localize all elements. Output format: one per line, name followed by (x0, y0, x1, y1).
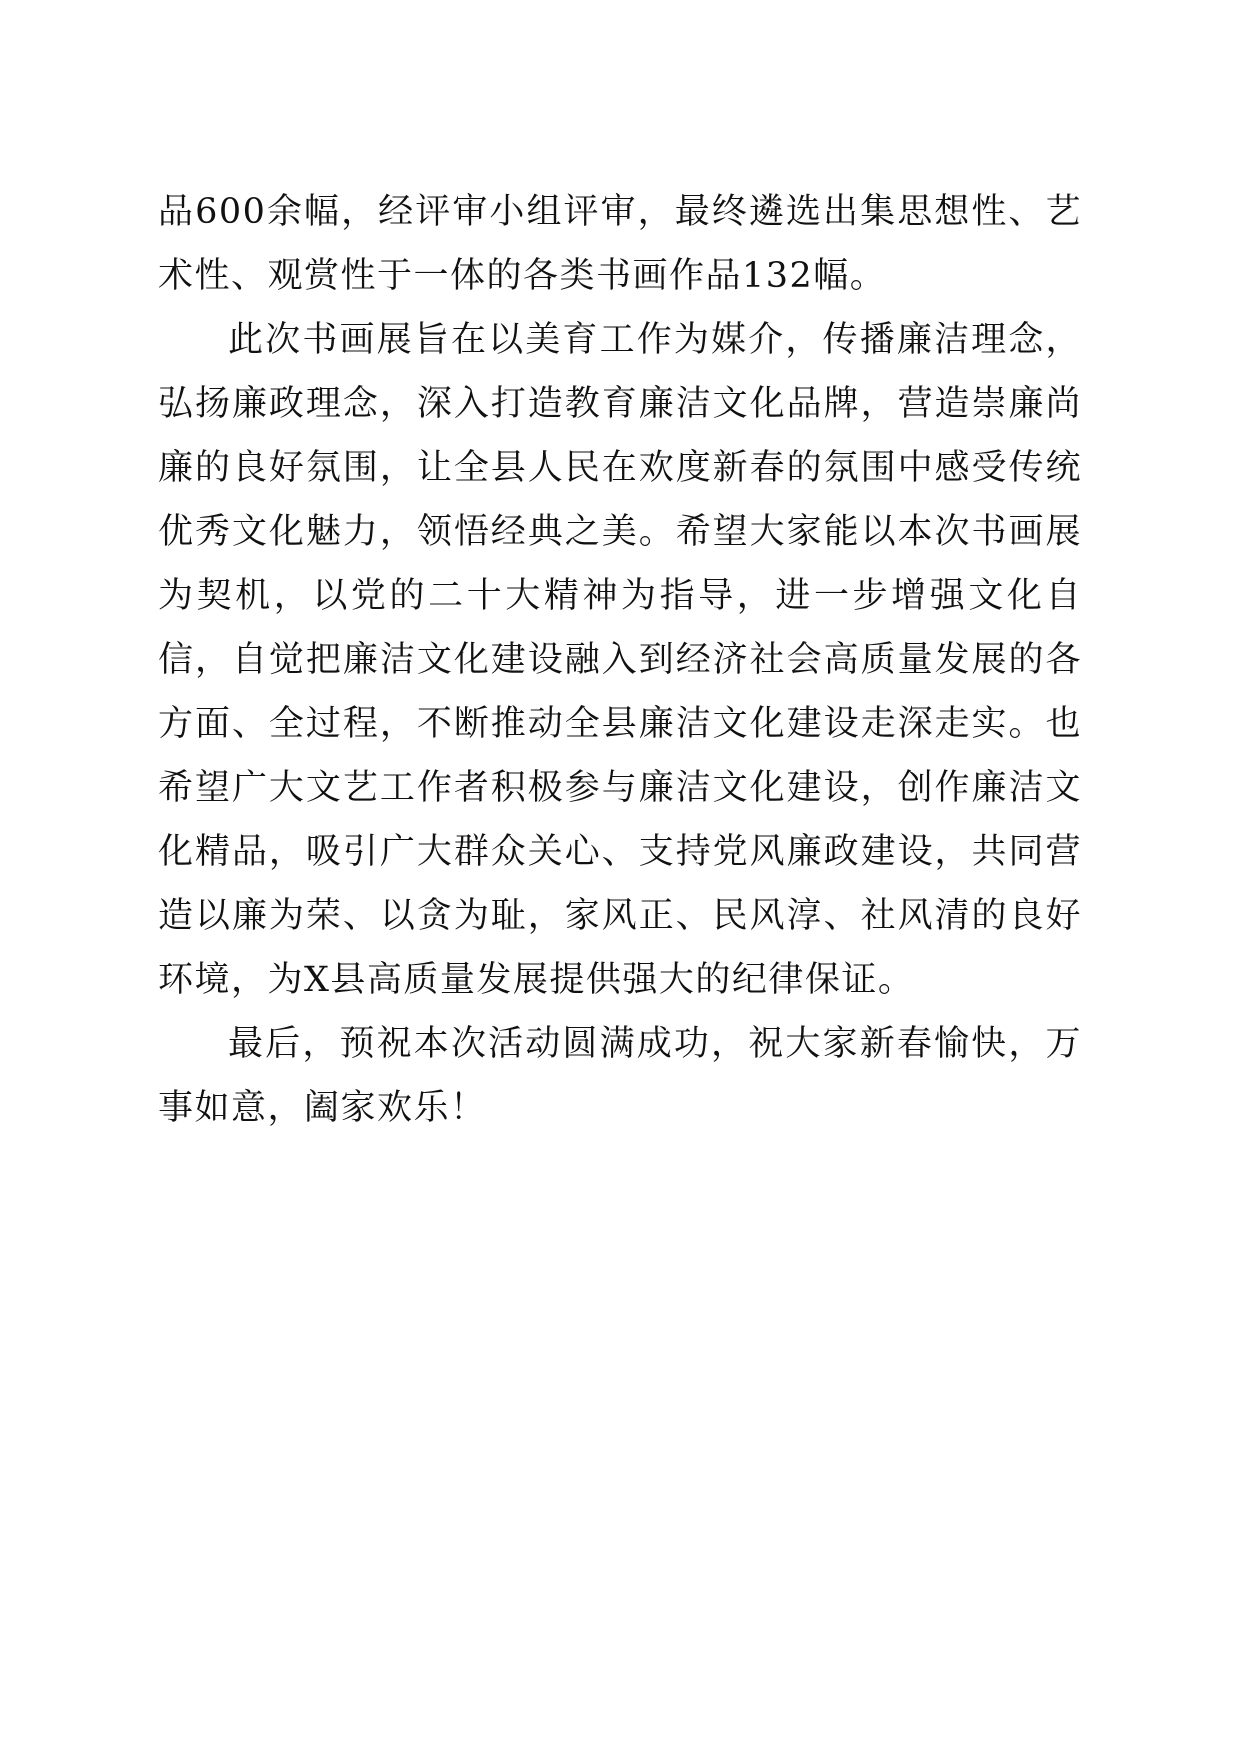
document-body (158, 180, 1082, 1140)
paragraph-exhibition-purpose: 此次书画展旨在以美育工作为媒介，传播廉洁理念，弘扬廉政理念，深入打造教育廉洁文化品牌，营造崇廉尚廉的良好氛围，让全县人民在欢度新春的氛围中感受传统优秀文化魅力，领悟经典之美。希望大家能以本次书画展为契机，以党的二十大精神为指导，进一步增强文化自信，自觉把廉洁文化建设融入到经济社会高质量发展的各方面、全过程，不断推动全县廉洁文化建设走深走实。也希望广大文艺工作者积极参与廉洁文化建设，创作廉洁文化精品，吸引广大群众关心、支持党风廉政建设，共同营造以廉为荣、以贪为耻，家风正、民风淳、社风清的良好环境，为X县高质量发展提供强大的纪律保证。 (158, 320, 1082, 1000)
paragraph-closing-wishes: 最后，预祝本次活动圆满成功，祝大家新春愉快，万事如意，阖家欢乐！ (158, 1024, 1082, 1128)
paragraph-continuation: 品600余幅，经评审小组评审，最终遴选出集思想性、艺术性、观赏性于一体的各类书画作品132幅。 (158, 192, 1082, 296)
